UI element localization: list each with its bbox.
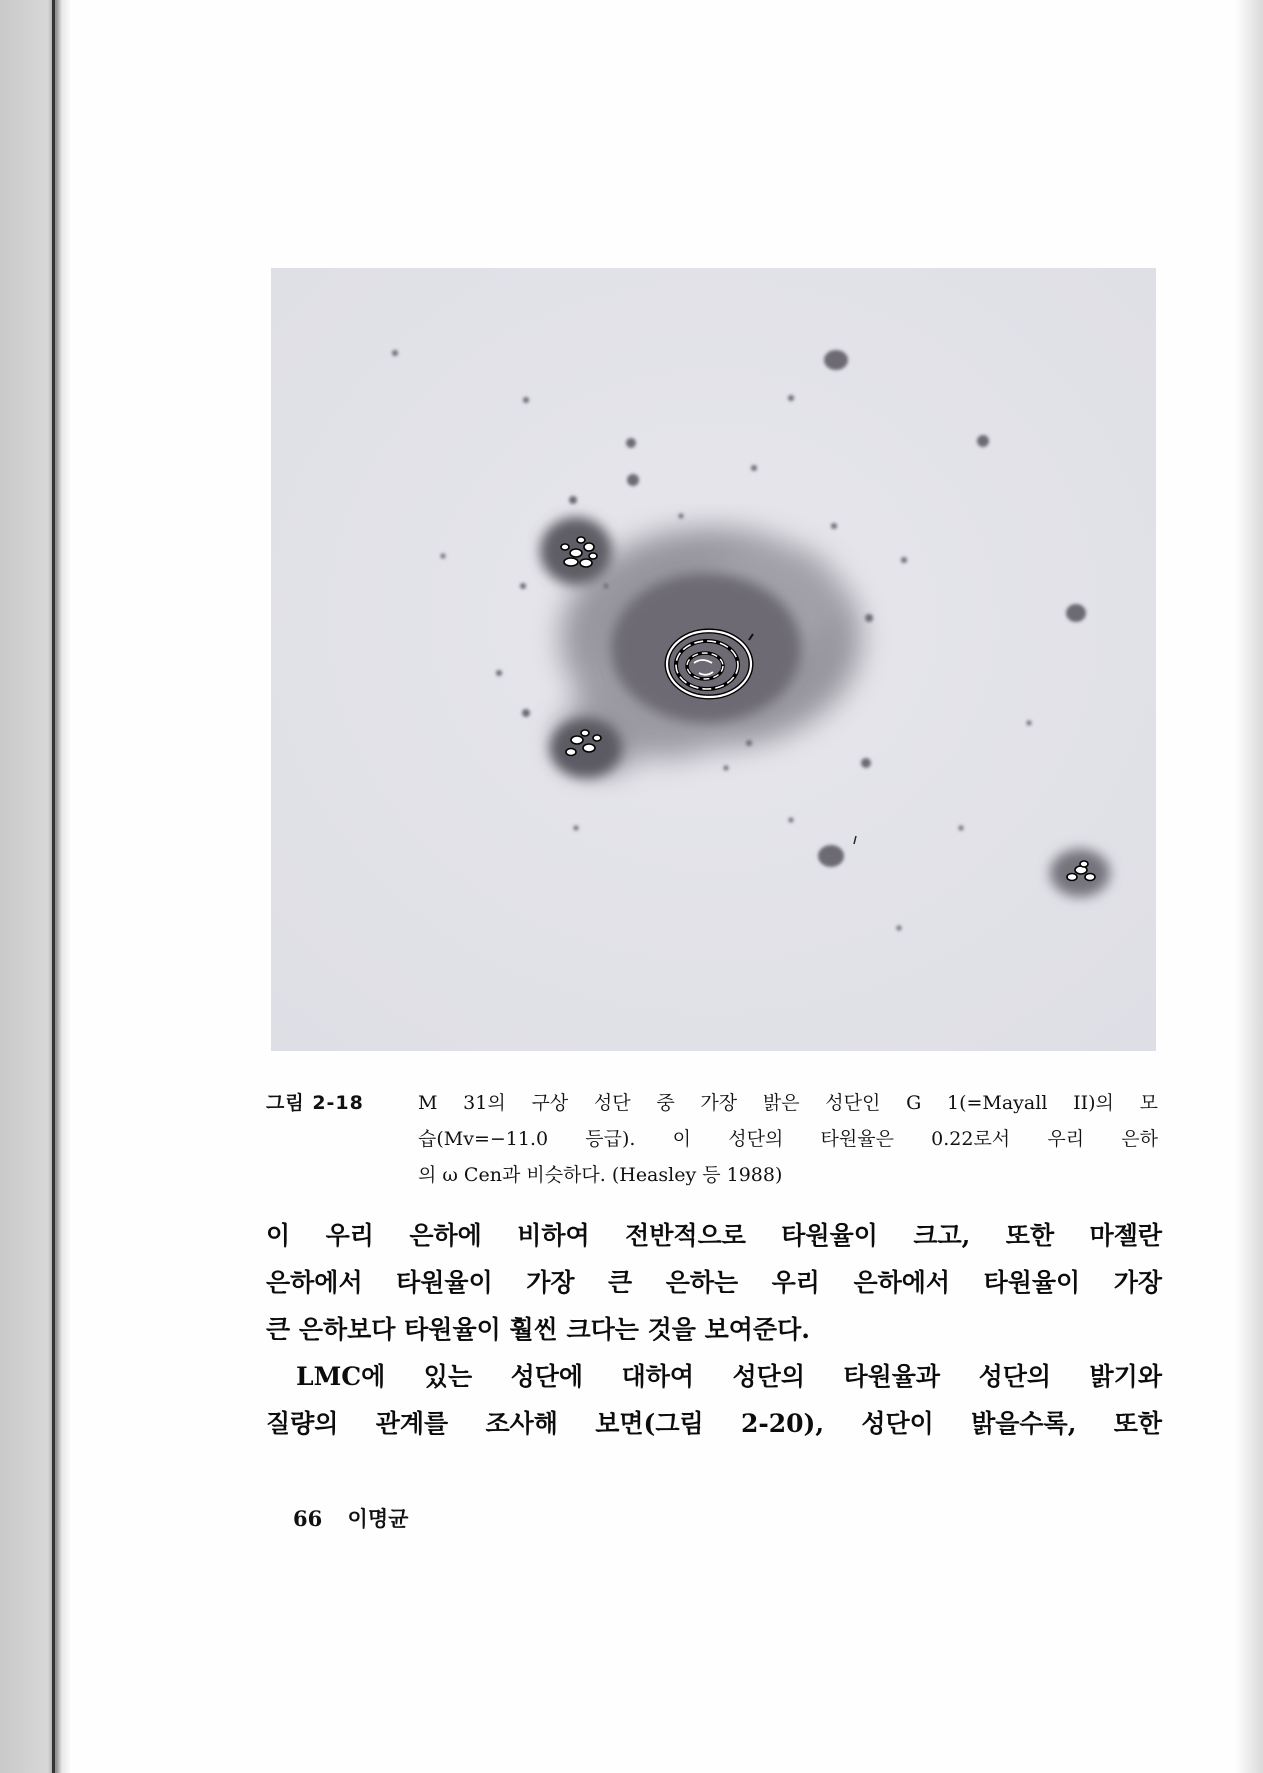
body-line: 큰 은하보다 타원율이 훨씬 크다는 것을 보여준다. (266, 1315, 810, 1344)
page-number: 66 (293, 1506, 323, 1531)
page-shadow (1235, 0, 1263, 1773)
caption-line: M 31의 구상 성단 중 가장 밝은 성단인 G 1(=Mayall II)의 모 (418, 1092, 1158, 1114)
figure-label: 그림 2-18 (266, 1092, 364, 1114)
cluster-photograph (271, 268, 1156, 1051)
caption-line: 습(Mv=−11.0 등급). 이 성단의 타원율은 0.22로서 우리 은하 (418, 1128, 1158, 1150)
page-footer (293, 1503, 426, 1533)
caption-line: 의 ω Cen과 비슷하다. (Heasley 등 1988) (418, 1164, 783, 1186)
caption-text (418, 1085, 1158, 1193)
book-spine-edge (0, 0, 72, 1773)
body-line: LMC에 있는 성단에 대하여 성단의 타원율과 성단의 밝기와 (296, 1362, 1162, 1391)
body-line: 질량의 관계를 조사해 보면(그림 2-20), 성단이 밝을수록, 또한 (266, 1409, 1162, 1438)
running-author: 이명균 (347, 1506, 409, 1531)
body-line: 이 우리 은하에 비하여 전반적으로 타원율이 크고, 또한 마젤란 (266, 1221, 1162, 1250)
body-line: 은하에서 타원율이 가장 큰 은하는 우리 은하에서 타원율이 가장 (266, 1268, 1162, 1297)
body-paragraphs (266, 1212, 1162, 1447)
